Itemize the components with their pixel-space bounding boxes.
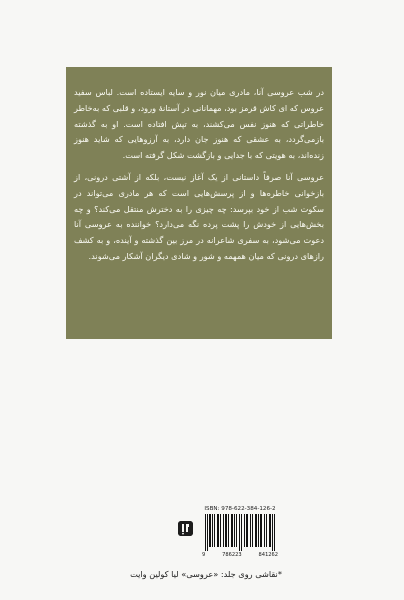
barcode-digit-group: 786223: [222, 552, 242, 558]
barcode-digits: [202, 552, 278, 558]
barcode-bars: [202, 514, 278, 551]
blurb-box: [66, 67, 332, 339]
blurb-paragraph-2: عروسی آنا صرفاً داستانی از یک آغاز نیست، بلکه از آشتی درونی، از بازخوانی خاطره‌ها و از پرسش‌هایی است که هر مادری می‌تواند در سکوت شب از خود بپرسد: چه چیزی را به دخترش منتقل می‌کند؟ و چه بخش‌هایی از خودش را پشت پرده نگه می‌دارد؟ خواننده به عروسی آنا دعوت می‌شود، به سفری شاعرانه در مرز بین گذشته و آینده، و به کشف رازهای درونی که میان همهمه و شور و شادی دیگران آشکار می‌شوند.: [74, 171, 324, 261]
isbn-label: ISBN: 978-622-384-126-2: [204, 506, 276, 512]
barcode-digit-group: 841262: [258, 552, 278, 558]
blurb-paragraph-1: در شب عروسی آنا، مادری میان نور و سایه ایستاده است. لباس سفید عروس که ای کاش قرمز بود، مهمانانی در آستانهٔ ورود، و قلبی که به‌خاطر خاطراتی که هنوز نفس می‌کشند، به تپش افتاده است. او به گذشته بازمی‌گردد، به عشقی که هنوز جان دارد، به آرزوهایی که شاید هنوز زنده‌اند، به هویتی که با جدایی و بازگشت شکل گرفته است.: [74, 87, 324, 161]
barcode: [202, 506, 278, 558]
publisher-logo-icon: [178, 521, 193, 536]
cover-art-credit: *نقاشی روی جلد: «عروسی» لیا کولین وایت: [130, 569, 282, 579]
barcode-digit-group: 9: [202, 552, 206, 558]
